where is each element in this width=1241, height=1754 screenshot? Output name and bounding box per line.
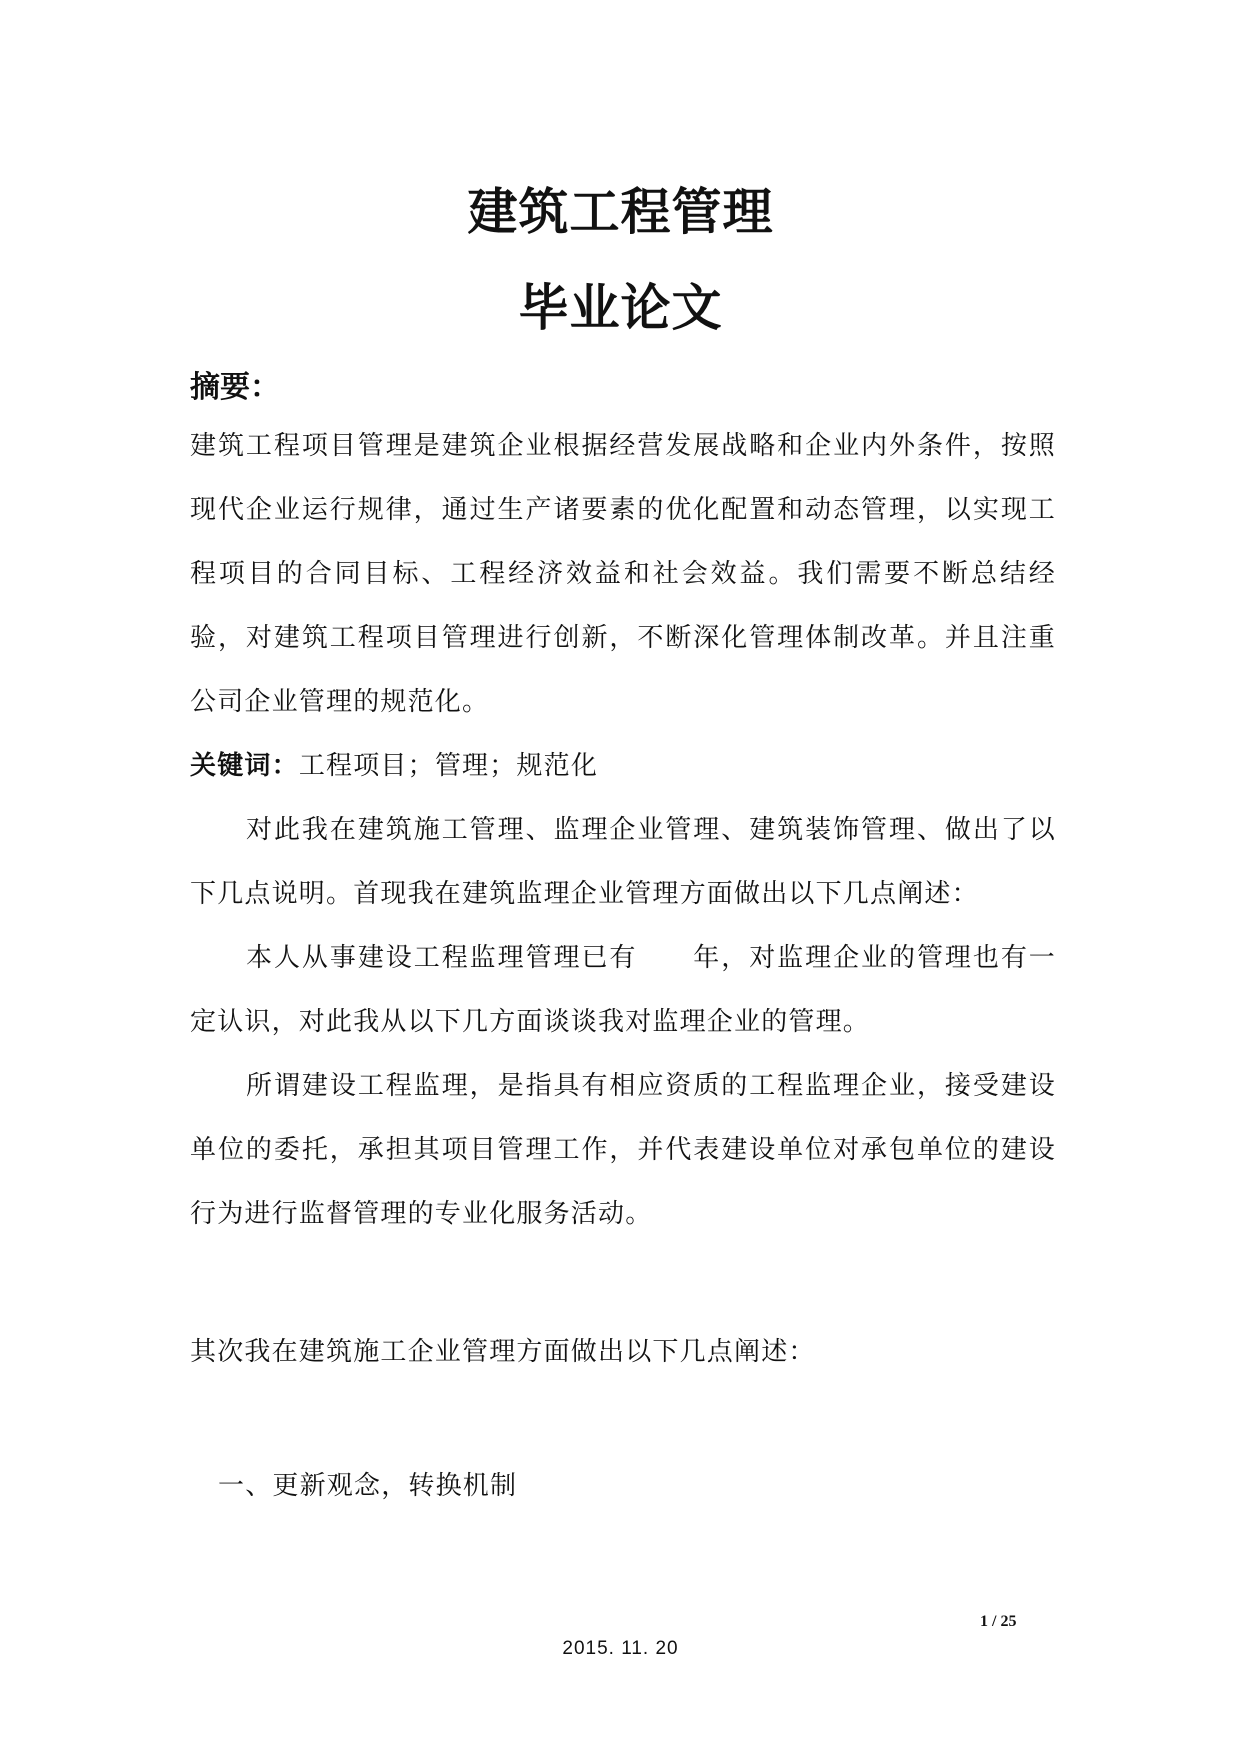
abstract-body: 建筑工程项目管理是建筑企业根据经营发展战略和企业内外条件，按照现代企业运行规律，通过生产诸要素的优化配置和动态管理，以实现工程项目的合同目标、工程经济效益和社会效益。我们需要不断总结经验，对建筑工程项目管理进行创新，不断深化管理体制改革。并且注重公司企业管理的规范化。 bbox=[190, 431, 1056, 717]
body-paragraph: 所谓建设工程监理，是指具有相应资质的工程监理企业，接受建设单位的委托，承担其项目管理工作，并代表建设单位对承包单位的建设行为进行监督管理的专业化服务活动。 bbox=[190, 1071, 1056, 1229]
document-title-line-2: 毕业论文 bbox=[518, 279, 723, 337]
body-paragraph: 对此我在建筑施工管理、监理企业管理、建筑装饰管理、做出了以下几点说明。首现我在建筑监理企业管理方面做出以下几点阐述： bbox=[190, 815, 1056, 909]
keywords-label: 关键词： bbox=[190, 751, 299, 781]
footer-date: 2015. 11. 20 bbox=[562, 1638, 679, 1659]
document-title-line-1: 建筑工程管理 bbox=[467, 183, 774, 241]
page-number: 1 / 25 bbox=[980, 1613, 1017, 1630]
body-paragraph: 本人从事建设工程监理管理已有 年，对监理企业的管理也有一定认识，对此我从以下几方面谈谈我对监理企业的管理。 bbox=[190, 943, 1056, 1037]
abstract-heading: 摘要： bbox=[190, 370, 280, 405]
keywords-line bbox=[190, 734, 1056, 798]
body-paragraph: 其次我在建筑施工企业管理方面做出以下几点阐述： bbox=[190, 1337, 816, 1367]
section-heading: 一、更新观念，转换机制 bbox=[218, 1471, 518, 1501]
keywords-text: 工程项目；管理；规范化 bbox=[298, 751, 599, 781]
